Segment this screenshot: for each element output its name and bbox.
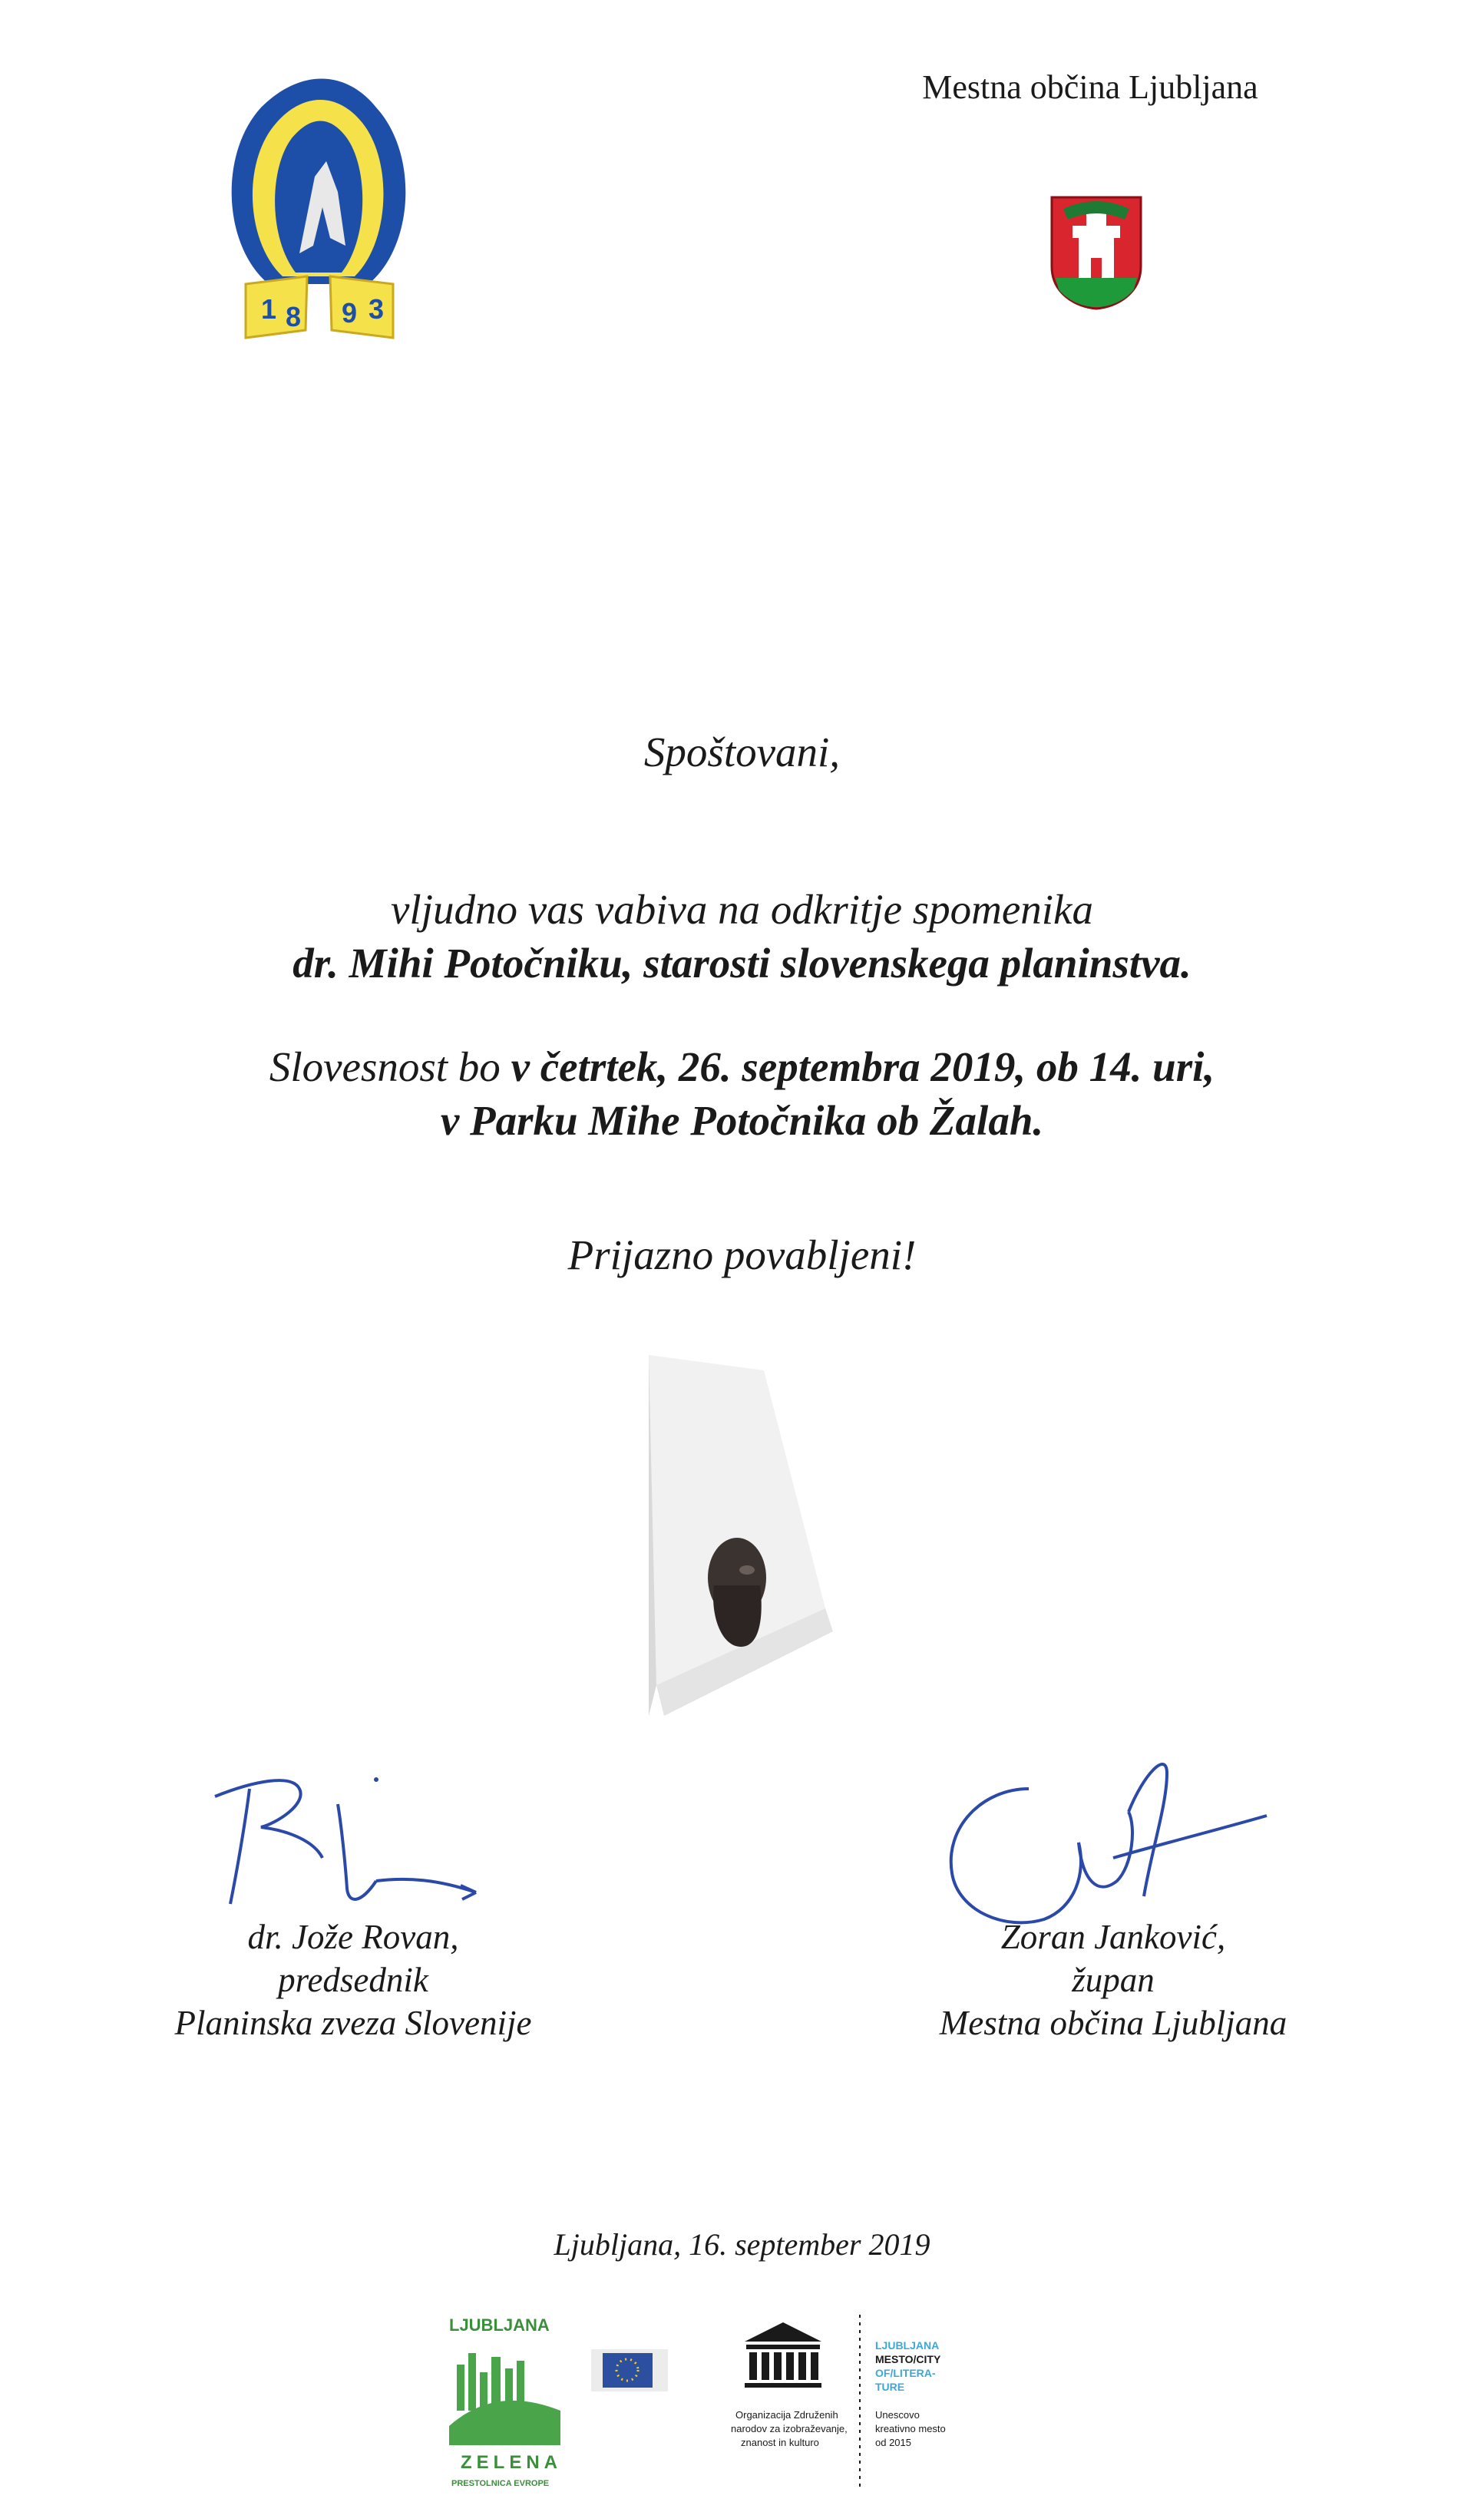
logo-digit-1: 1: [261, 293, 277, 325]
footer-logos: [445, 2311, 1029, 2495]
signatory-left-name: dr. Jože Rovan,: [247, 1918, 459, 1956]
eu-flag-icon: [591, 2349, 668, 2391]
closing: Prijazno povabljeni!: [567, 1231, 917, 1278]
greeting: Spoštovani,: [643, 729, 841, 775]
col-title-line-2: MESTO/CITY: [875, 2353, 941, 2365]
signatory-left-org: Planinska zveza Slovenije: [174, 2004, 532, 2042]
unesco-caption-line-2: narodov za izobraževanje,: [731, 2423, 848, 2434]
ceremony-intro: Slovesnost bo: [269, 1043, 511, 1090]
planinska-zveza-slovenije-logo: [215, 54, 422, 345]
monument-bust-photo-icon: [649, 1355, 833, 1793]
city-of-literature-logo-icon: [875, 2339, 946, 2448]
signatory-right-org: Mestna občina Ljubljana: [939, 2004, 1287, 2042]
col-caption-line-3: od 2015: [875, 2437, 911, 2448]
invitation-line-2: dr. Mihi Potočniku, starosti slovenskega planinstva.: [293, 940, 1191, 987]
unesco-caption-line-1: Organizacija Združenih: [735, 2409, 838, 2421]
signature-left-icon: [184, 1750, 507, 1935]
col-title-line-1: LJUBLJANA: [875, 2339, 940, 2352]
unesco-logo-icon: [731, 2322, 848, 2448]
ceremony-location: v Parku Mihe Potočnika ob Žalah.: [440, 1097, 1044, 1144]
signatory-right: [883, 1915, 1344, 2044]
invitation-line-1: vljudno vas vabiva na odkritje spomenika: [391, 886, 1093, 933]
green-capital-title: LJUBLJANA: [449, 2315, 550, 2335]
ceremony-line-1: [0, 1040, 1484, 1094]
signatory-left: [123, 1915, 583, 2044]
header-title: Mestna občina Ljubljana: [922, 68, 1258, 106]
document-date: Ljubljana, 16. september 2019: [554, 2227, 930, 2262]
logo-digit-9: 9: [342, 297, 358, 329]
ceremony-datetime: v četrtek, 26. septembra 2019, ob 14. uri,: [511, 1043, 1215, 1090]
signatory-right-role: župan: [1072, 1961, 1155, 1999]
logo-digit-3: 3: [369, 293, 385, 325]
signatory-left-role: predsednik: [278, 1961, 428, 1999]
signatory-right-name: Zoran Janković,: [1000, 1918, 1226, 1956]
green-capital-tagline: PRESTOLNICA EVROPE: [451, 2479, 550, 2488]
logo-digit-8: 8: [286, 301, 302, 332]
ljubljana-coat-of-arms-icon: [1048, 193, 1145, 310]
col-caption-line-2: kreativno mesto: [875, 2423, 946, 2434]
col-title-line-4: TURE: [875, 2381, 905, 2393]
col-title-line-3: OF/LITERA-: [875, 2367, 936, 2379]
col-caption-line-1: Unescovo: [875, 2409, 920, 2421]
green-capital-subtitle: ZELENA: [461, 2452, 562, 2473]
green-capital-logo-icon: [449, 2315, 562, 2488]
unesco-caption-line-3: znanost in kulturo: [741, 2437, 819, 2448]
